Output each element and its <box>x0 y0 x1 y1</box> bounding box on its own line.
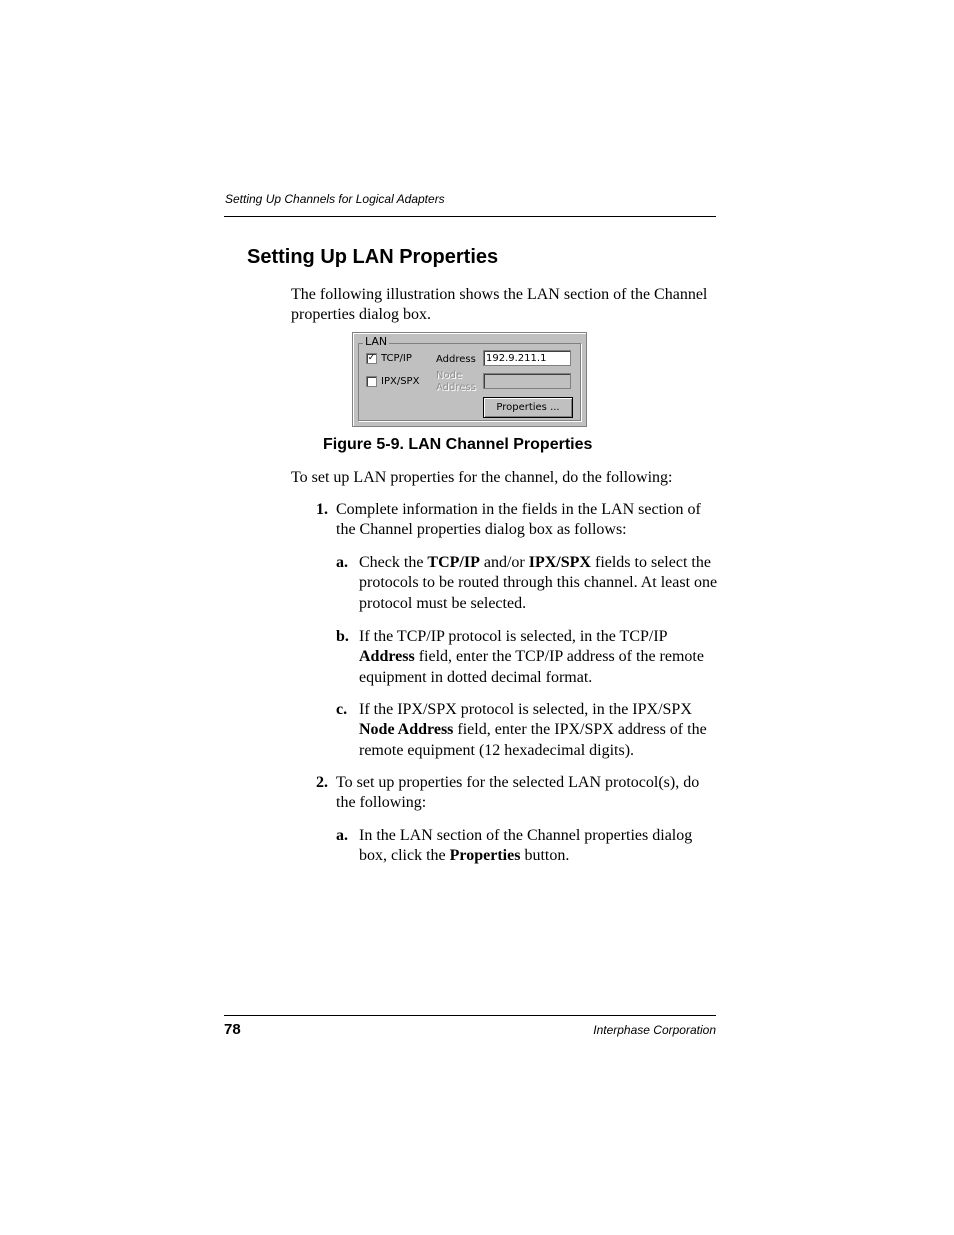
step-1c-text: If the IPX/SPX protocol is selected, in the IPX/SPX Node Address field, enter the IPX/SPX address of the remote equipment (12 hexadecimal digits). <box>359 701 707 759</box>
step-2-number: 2. <box>316 774 328 791</box>
tcpip-option[interactable] <box>366 353 412 364</box>
tcpip-checkbox[interactable]: ✓ <box>367 353 376 363</box>
node-address-label-line1: Node <box>436 370 463 381</box>
step-1c-letter: c. <box>336 701 348 718</box>
footer-company: Interphase Corporation <box>593 1023 716 1037</box>
step-1-number: 1. <box>316 501 328 518</box>
intro-paragraph: The following illustration shows the LAN section of the Channel properties dialog box. <box>291 286 708 323</box>
step-1a-text: Check the TCP/IP and/or IPX/SPX fields to select the protocols to be routed through this channel. At least one protocol must be selected. <box>359 554 718 612</box>
ipxspx-checkbox[interactable] <box>366 376 377 387</box>
address-input[interactable]: 192.9.211.1 <box>483 350 571 366</box>
step-1-text: Complete information in the fields in the LAN section of the Channel properties dialog box as follows: <box>336 501 701 539</box>
lan-group-label: LAN <box>365 335 388 348</box>
lead-paragraph: To set up LAN properties for the channel, do the following: <box>291 469 673 486</box>
step-2-text: To set up properties for the selected LAN protocol(s), do the following: <box>336 774 700 812</box>
step-1a-letter: a. <box>336 554 348 571</box>
step-1b-letter: b. <box>336 628 349 645</box>
running-head: Setting Up Channels for Logical Adapters <box>225 192 445 206</box>
header-rule <box>224 216 716 217</box>
step-1b-text: If the TCP/IP protocol is selected, in the TCP/IP Address field, enter the TCP/IP address of the remote equipment in dotted decimal format. <box>359 628 704 686</box>
lan-dialog-figure <box>352 332 587 427</box>
footer-rule <box>224 1015 716 1016</box>
step-2a-letter: a. <box>336 827 348 844</box>
page-number: 78 <box>224 1021 241 1038</box>
ipxspx-label: IPX/SPX <box>381 376 420 387</box>
address-label: Address <box>436 354 476 365</box>
properties-button[interactable]: Properties ... <box>483 397 573 418</box>
step-2a-text: In the LAN section of the Channel properties dialog box, click the Properties button. <box>359 827 693 865</box>
node-address-input[interactable] <box>483 373 571 389</box>
figure-caption: Figure 5-9. LAN Channel Properties <box>323 436 593 453</box>
ipxspx-option[interactable] <box>366 376 419 387</box>
tcpip-label: TCP/IP <box>381 353 412 364</box>
section-title: Setting Up LAN Properties <box>247 246 499 268</box>
node-address-label-line2: Address <box>436 382 476 393</box>
